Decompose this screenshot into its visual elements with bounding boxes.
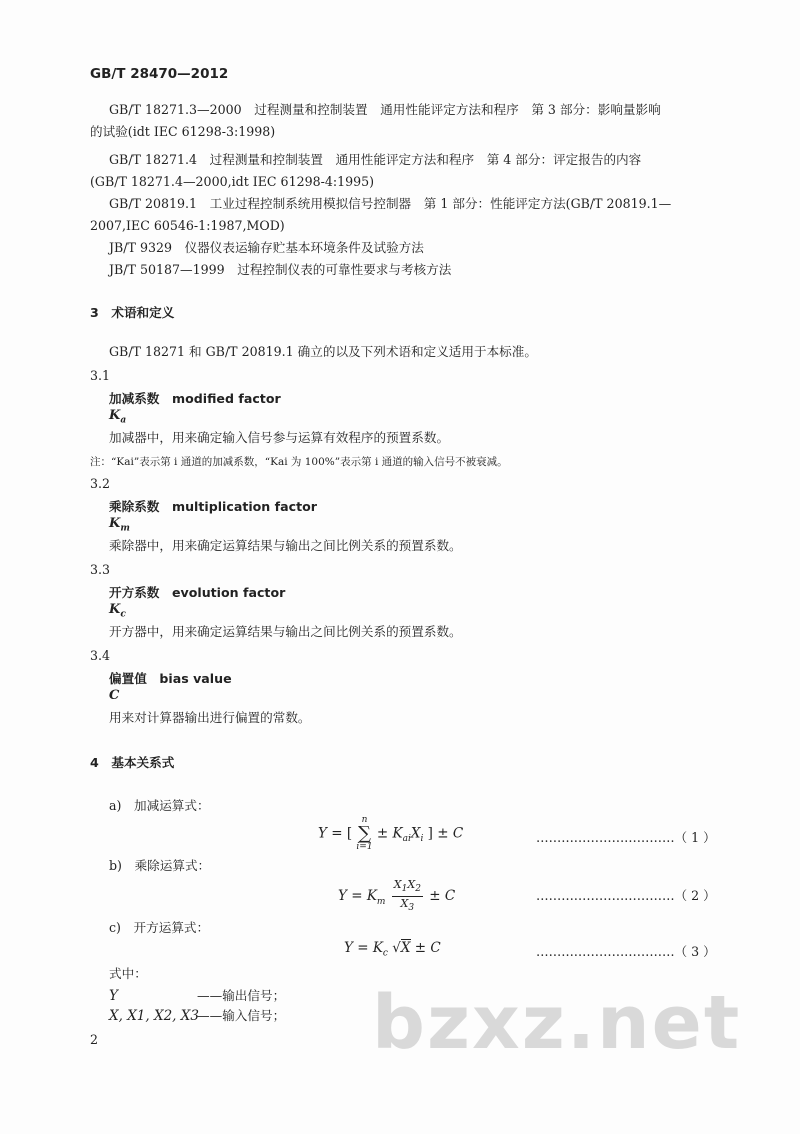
ref-line: 的试验(idt IEC 61298-3:1998) bbox=[90, 124, 276, 139]
variable-desc: ——输入信号； bbox=[197, 1008, 286, 1023]
ref-line: JB/T 50187—1999 过程控制仪表的可靠性要求与考核方法 bbox=[109, 262, 452, 277]
term-name: 偏置值 bias value bbox=[109, 671, 232, 686]
formula-square-root: $Y = K_c$ √X ± C bbox=[344, 940, 441, 959]
section-heading: 3 术语和定义 bbox=[90, 305, 175, 320]
section-intro: GB/T 18271 和 GB/T 20819.1 确立的以及下列术语和定义适用于本标准。 bbox=[109, 344, 537, 359]
term-name: 加减系数 modified factor bbox=[109, 391, 281, 406]
section-heading: 4 基本关系式 bbox=[90, 755, 175, 770]
equation-number: ……………………………（ 1 ） bbox=[536, 830, 716, 845]
term-number: 3.2 bbox=[90, 476, 111, 491]
where-label: 式中： bbox=[109, 966, 147, 981]
formula-multiply-divide: $Y = K_m$ $\frac{X_1X_2}{X_3}$ ± C bbox=[338, 878, 456, 914]
ref-line: JB/T 9329 仪器仪表运输存贮基本环境条件及试验方法 bbox=[109, 240, 424, 255]
equation-number: ……………………………（ 2 ） bbox=[536, 888, 716, 903]
term-note: 注：“Kai”表示第 i 通道的加减系数，“Kai 为 100%”表示第 i 通道的输入信号不被衰减。 bbox=[90, 456, 508, 468]
formula-label: a) 加减运算式： bbox=[109, 798, 210, 813]
page-number: 2 bbox=[90, 1032, 99, 1047]
term-definition: 开方器中，用来确定运算结果与输出之间比例关系的预置系数。 bbox=[109, 624, 462, 639]
term-symbol: C bbox=[109, 688, 120, 703]
ref-line: GB/T 18271.4 过程测量和控制装置 通用性能评定方法和程序 第 4 部分：评定报告的内容 bbox=[109, 152, 642, 167]
variable-symbol: Y bbox=[109, 988, 118, 1004]
ref-line: GB/T 18271.3—2000 过程测量和控制装置 通用性能评定方法和程序 第 3 部分：影响量影响 bbox=[109, 102, 661, 117]
variable-row bbox=[109, 1006, 285, 1026]
term-definition: 加减器中，用来确定输入信号参与运算有效程序的预置系数。 bbox=[109, 430, 450, 445]
ref-line: GB/T 20819.1 工业过程控制系统用模拟信号控制器 第 1 部分：性能评定方法(GB/T 20819.1— bbox=[109, 196, 672, 211]
term-name: 开方系数 evolution factor bbox=[109, 585, 286, 600]
term-symbol: $K_c$ bbox=[109, 602, 126, 620]
term-symbol: $K_m$ bbox=[109, 516, 130, 534]
variable-row bbox=[109, 986, 285, 1006]
ref-line: 2007,IEC 60546-1:1987,MOD) bbox=[90, 218, 285, 233]
term-number: 3.4 bbox=[90, 648, 111, 663]
equation-number: ……………………………（ 3 ） bbox=[536, 944, 716, 959]
variable-desc: ——输出信号； bbox=[197, 988, 286, 1003]
variable-symbol: X, X1, X2, X3 bbox=[109, 1008, 199, 1024]
standard-number: GB/T 28470—2012 bbox=[90, 66, 229, 82]
formula-label: c) 开方运算式： bbox=[109, 920, 210, 935]
ref-line: (GB/T 18271.4—2000,idt IEC 61298-4:1995) bbox=[90, 174, 375, 189]
term-symbol: $K_a$ bbox=[109, 408, 127, 426]
term-definition: 用来对计算器输出进行偏置的常数。 bbox=[109, 710, 311, 725]
watermark: bzxz.net bbox=[372, 980, 742, 1066]
formula-add-subtract: Y = [ n ∑ i=1 ± $K_{ai}X_i$ ] ± C bbox=[318, 815, 464, 852]
formula-label: b) 乘除运算式： bbox=[109, 858, 211, 873]
term-number: 3.3 bbox=[90, 562, 111, 577]
term-name: 乘除系数 multiplication factor bbox=[109, 499, 317, 514]
term-number: 3.1 bbox=[90, 368, 111, 383]
term-definition: 乘除器中，用来确定运算结果与输出之间比例关系的预置系数。 bbox=[109, 538, 462, 553]
